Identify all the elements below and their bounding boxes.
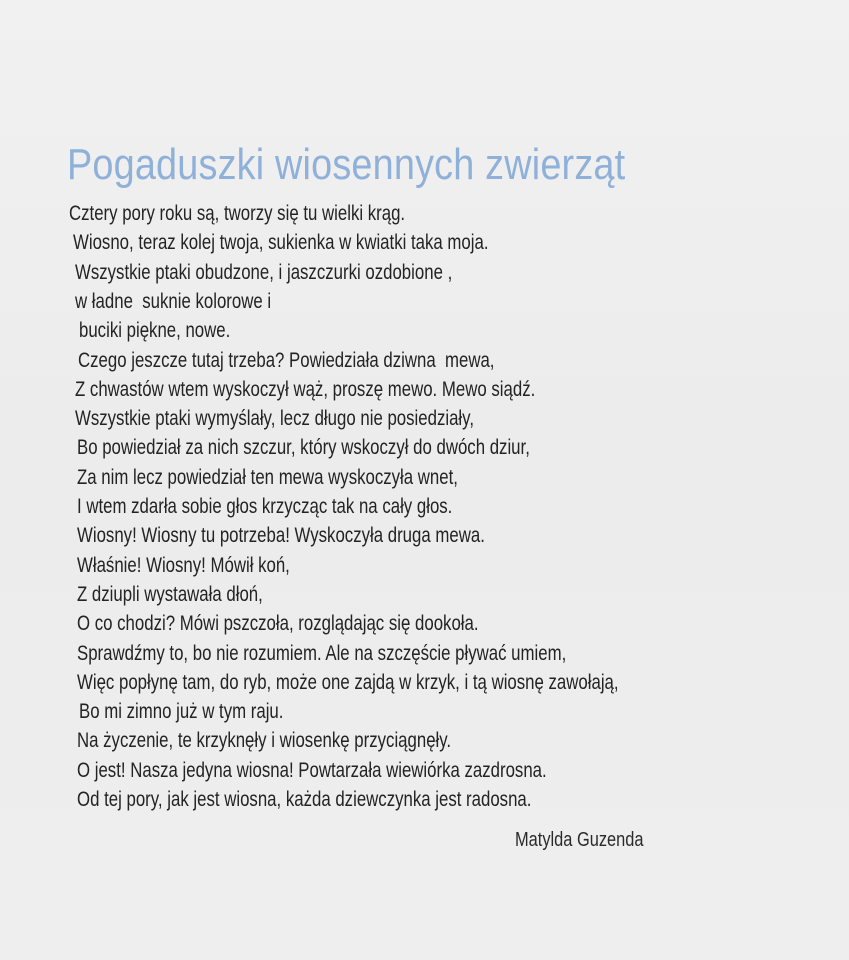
poem-line: O co chodzi? Mówi pszczoła, rozglądając się dookoła. [77,612,479,636]
poem-line: O jest! Nasza jedyna wiosna! Powtarzała wiewiórka zazdrosna. [77,758,547,782]
poem-line: Więc popłynę tam, do ryb, może one zajdą w krzyk, i tą wiosnę zawołają, [77,670,619,694]
poem-line: Na życzenie, te krzyknęły i wiosenkę przyciągnęły. [77,729,452,753]
poem-line: Czego jeszcze tutaj trzeba? Powiedziała dziwna mewa, [78,348,495,372]
poem-line: Wiosny! Wiosny tu potrzeba! Wyskoczyła druga mewa. [77,524,485,548]
poem-line: Wiosno, teraz kolej twoja, sukienka w kwiatki taka moja. [73,231,489,255]
poem-author: Matylda Guzenda [515,829,644,851]
poem-line: Od tej pory, jak jest wiosna, każda dziewczynka jest radosna. [77,788,532,811]
poem-line: Z dziupli wystawała dłoń, [77,582,263,606]
poem-line: Wszystkie ptaki wymyślały, lecz długo nie posiedziały, [75,407,474,431]
poem-line: Właśnie! Wiosny! Mówił koń, [77,553,290,577]
poem-line: Z chwastów wtem wyskoczył wąż, proszę mewo. Mewo siądź. [75,377,536,401]
poem-line: Bo powiedział za nich szczur, który wskoczył do dwóch dziur, [77,436,530,460]
poem-line: Bo mi zimno już w tym raju. [79,700,284,724]
poem-line: buciki piękne, nowe. [79,319,231,343]
poem-line: Wszystkie ptaki obudzone, i jaszczurki ozdobione , [75,260,453,284]
poem-line: w ładne suknie kolorowe i [75,289,272,313]
poem-line: Sprawdźmy to, bo nie rozumiem. Ale na szczęście pływać umiem, [77,641,567,665]
poem-line: Za nim lecz powiedział ten mewa wyskoczyła wnet, [77,465,458,489]
poem-line: Cztery pory roku są, tworzy się tu wielki krąg. [69,202,406,225]
poem-title: Pogaduszki wiosennych zwierząt [67,140,626,189]
poem-line: I wtem zdarła sobie głos krzycząc tak na cały głos. [77,495,453,518]
